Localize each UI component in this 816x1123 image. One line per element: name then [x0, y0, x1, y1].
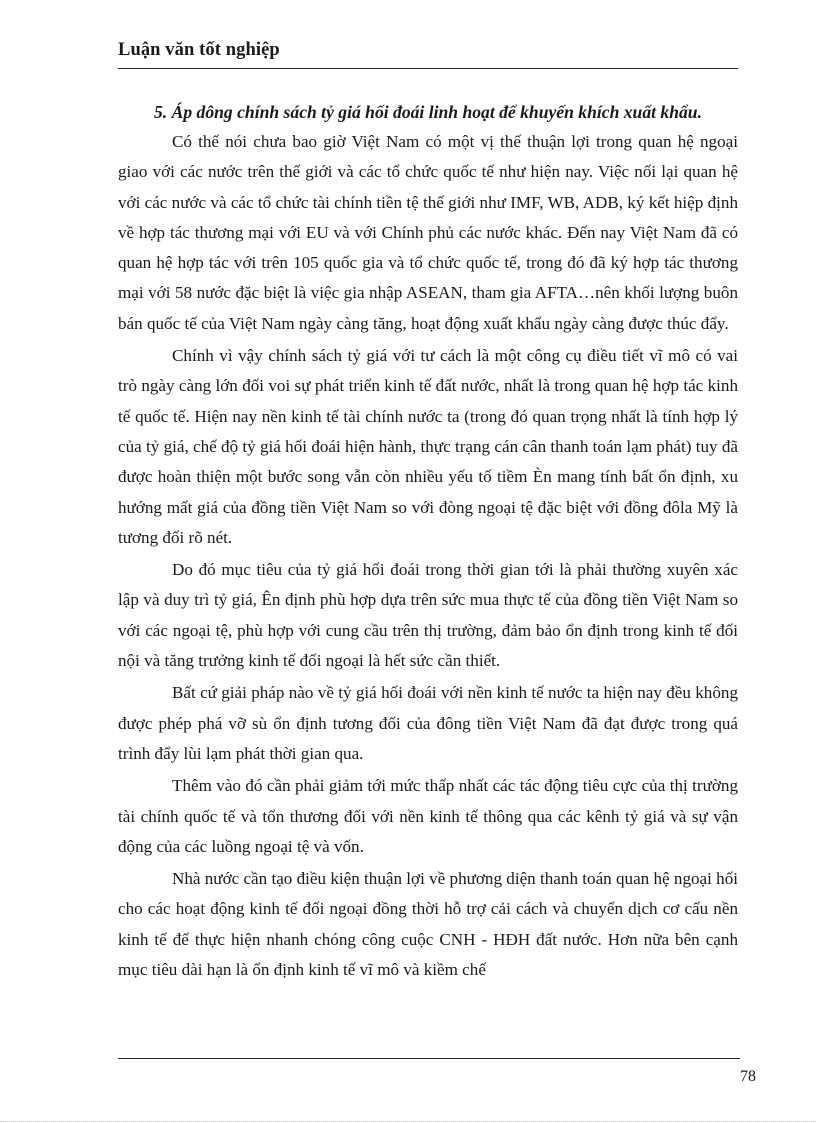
paragraph-4: Bất cứ giải pháp nào về tỷ giá hối đoái với nền kinh tế nước ta hiện nay đều không được phép phá vỡ sù ổn định tương đối của đông tiền Việt Nam đã đạt được trong quá trình đẩy lùi lạm phát thời gian qua. — [118, 683, 738, 763]
paragraph-2: Chính vì vậy chính sách tỷ giá với tư cách là một công cụ điều tiết vĩ mô có vai trò ngày càng lớn đối voi sự phát triển kinh tế đất nước, nhất là trong quan hệ hợp tác kinh tế quốc tế. Hiện nay nền kinh tế tài chính nước ta (trong đó quan trọng nhất là tính hợp lý của tỷ giá, chế độ tỷ giá hối đoái hiện hành, thực trạng cán cân thanh toán lạm phát) tuy đã được hoàn thiện một bước song vẫn còn nhiều yếu tố tiềm Èn mang tính bất ổn định, xu hướng mất giá của đồng tiền Việt Nam so với đòng ngoại tệ đặc biệt với đồng đôla Mỹ là tương đối rõ nét. — [118, 346, 738, 547]
document-body — [118, 100, 738, 987]
paragraph-6: Nhà nước cần tạo điều kiện thuận lợi về phương diện thanh toán quan hệ ngoại hối cho các hoạt động kinh tế đối ngoại đồng thời hỗ trợ cải cách và chuyển dịch cơ cấu nền kinh tế để thực hiện nhanh chóng công cuộc CNH - HĐH đất nước. Hơn nữa bên cạnh mục tiêu dài hạn là ổn định kinh tế vĩ mô và kiềm chế — [118, 869, 738, 980]
page-header — [118, 38, 738, 69]
section-heading: 5. Áp dông chính sách tỷ giá hối đoái linh hoạt để khuyến khích xuất khẩu. — [154, 102, 702, 122]
footer-divider — [118, 1058, 740, 1059]
page-number: 78 — [740, 1068, 756, 1085]
paragraph-1: Có thể nói chưa bao giờ Việt Nam có một vị thế thuận lợi trong quan hệ ngoại giao với các nước trên thế giới và các tổ chức quốc tế như hiện nay. Việc nối lại quan hệ với các nước và các tổ chức tài chính tiền tệ thế giới như IMF, WB, ADB, ký kết hiệp định về hợp tác thương mại với EU và với Chính phủ các nước khác. Đến nay Việt Nam đã có quan hệ hợp tác với trên 105 quốc gia và tổ chức quốc tế, trong đó đã ký hợp tác thương mại với 58 nước đặc biệt là việc gia nhập ASEAN, tham gia AFTA…nên khối lượng buôn bán quốc tế của Việt Nam ngày càng tăng, hoạt động xuất khẩu ngày càng được thúc đẩy. — [118, 132, 738, 333]
page-bottom-edge — [0, 1121, 816, 1122]
paragraph-3: Do đó mục tiêu của tỷ giá hối đoái trong thời gian tới là phải thường xuyên xác lập và duy trì tỷ giá, Ên định phù hợp dựa trên sức mua thực tế của đồng tiền Việt Nam so với các ngoại tệ, phù hợp với cung cầu trên thị trường, đảm bảo ổn định trong kinh tế đối nội và tăng trưởng kinh tế đối ngoại là hết sức cần thiết. — [118, 560, 738, 671]
header-title: Luận văn tốt nghiệp — [118, 40, 280, 60]
paragraph-5: Thêm vào đó cần phải giảm tới mức thấp nhất các tác động tiêu cực của thị trường tài chính quốc tế và tổn thương đối với nền kinh tế thông qua các kênh tỷ giá và sự vận động của các luồng ngoại tệ và vốn. — [118, 776, 738, 856]
